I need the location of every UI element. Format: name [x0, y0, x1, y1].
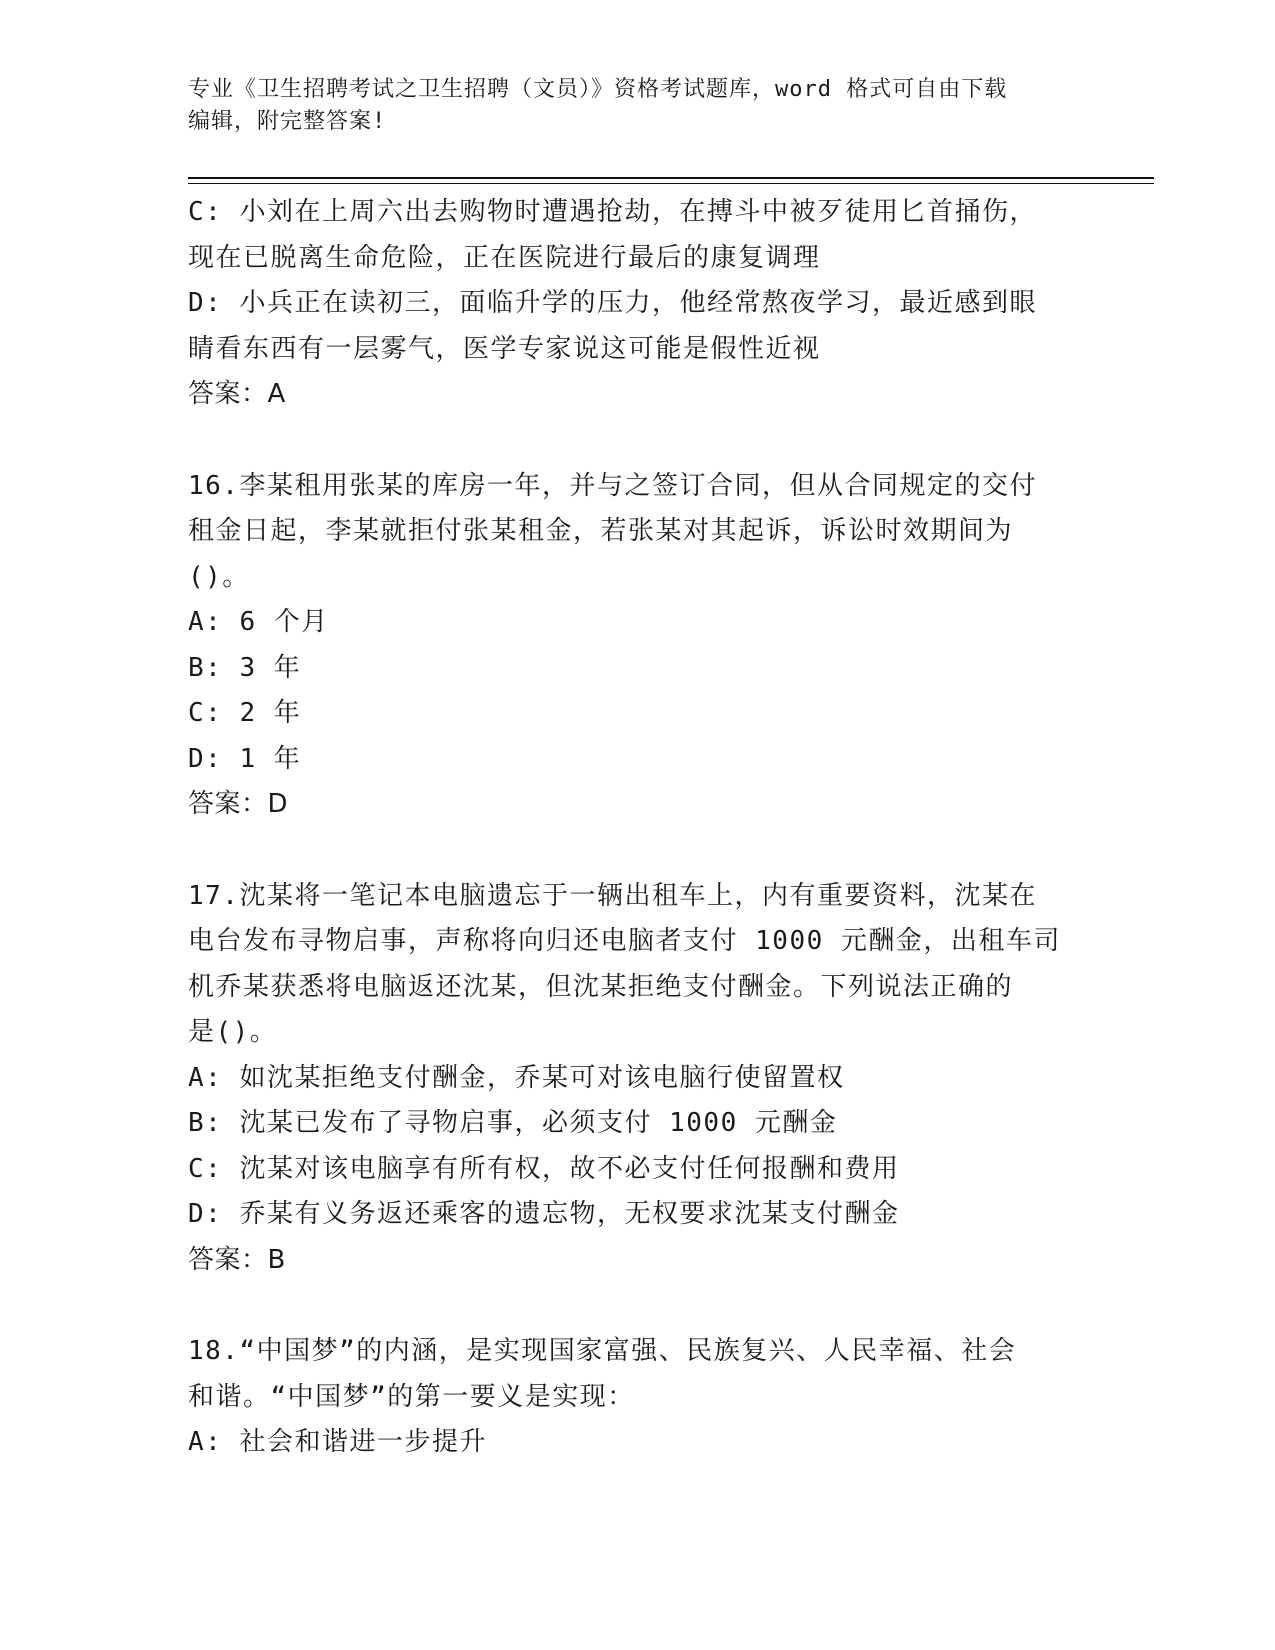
option-c-line-1: C: 小刘在上周六出去购物时遭遇抢劫，在搏斗中被歹徒用匕首捅伤， [188, 197, 1037, 227]
option-d-line-2: 睛看东西有一层雾气，医学专家说这可能是假性近视 [188, 333, 821, 364]
option-d: D: 1 年 [188, 743, 302, 774]
option-c: C: 2 年 [188, 698, 302, 728]
question-stem-line-3: 机乔某获悉将电脑返还沈某，但沈某拒绝支付酬金。下列说法正确的 [188, 971, 1014, 1002]
header-divider-thick [188, 177, 1154, 179]
option-b: B: 沈某已发布了寻物启事，必须支付 1000 元酬金 [188, 1108, 838, 1138]
question-17 [188, 874, 1088, 1284]
option-b: B: 3 年 [188, 652, 302, 683]
question-spacer [188, 828, 1088, 874]
question-stem-line-1: 17.沈某将一笔记本电脑遗忘于一辆出租车上，内有重要资料，沈某在 [188, 880, 1037, 911]
question-spacer [188, 1283, 1088, 1329]
header-title-line-2: 编辑，附完整答案! [188, 109, 387, 134]
question-spacer [188, 418, 1088, 464]
option-d-line-1: D: 小兵正在读初三，面临升学的压力，他经常熬夜学习，最近感到眼 [188, 288, 1037, 318]
option-a: A: 如沈某拒绝支付酬金，乔某可对该电脑行使留置权 [188, 1062, 845, 1093]
question-stem-line-1: 18.“中国梦”的内涵，是实现国家富强、民族复兴、人民幸福、社会 [188, 1336, 1017, 1366]
answer-label: 答案：D [188, 789, 289, 819]
option-a: A: 社会和谐进一步提升 [188, 1427, 487, 1457]
question-18 [188, 1329, 1088, 1466]
question-stem-line-1: 16.李某租用张某的库房一年，并与之签订合同，但从合同规定的交付 [188, 470, 1037, 501]
option-c-line-2: 现在已脱离生命危险，正在医院进行最后的康复调理 [188, 242, 821, 273]
question-stem-line-2: 租金日起，李某就拒付张某租金，若张某对其起诉，诉讼时效期间为 [188, 516, 1014, 546]
document-header [188, 74, 1088, 138]
question-content [188, 190, 1088, 1466]
question-stem-line-3: ()。 [188, 561, 250, 592]
option-d: D: 乔某有义务返还乘客的遗忘物，无权要求沈某支付酬金 [188, 1199, 900, 1229]
answer-label: 答案：B [188, 1244, 286, 1275]
option-c: C: 沈某对该电脑享有所有权，故不必支付任何报酬和费用 [188, 1153, 900, 1184]
answer-label: 答案：A [188, 379, 286, 409]
header-divider-thin [188, 183, 1154, 184]
question-16 [188, 464, 1088, 828]
header-title-line-1: 专业《卫生招聘考试之卫生招聘（文员）》资格考试题库，word 格式可自由下载 [188, 77, 1008, 102]
question-stem-line-2: 和谐。“中国梦”的第一要义是实现： [188, 1381, 635, 1412]
question-stem-line-2: 电台发布寻物启事，声称将向归还电脑者支付 1000 元酬金，出租车司 [188, 926, 1061, 956]
option-a: A: 6 个月 [188, 607, 329, 637]
question-stem-line-4: 是()。 [188, 1017, 278, 1047]
question-15 [188, 190, 1088, 418]
